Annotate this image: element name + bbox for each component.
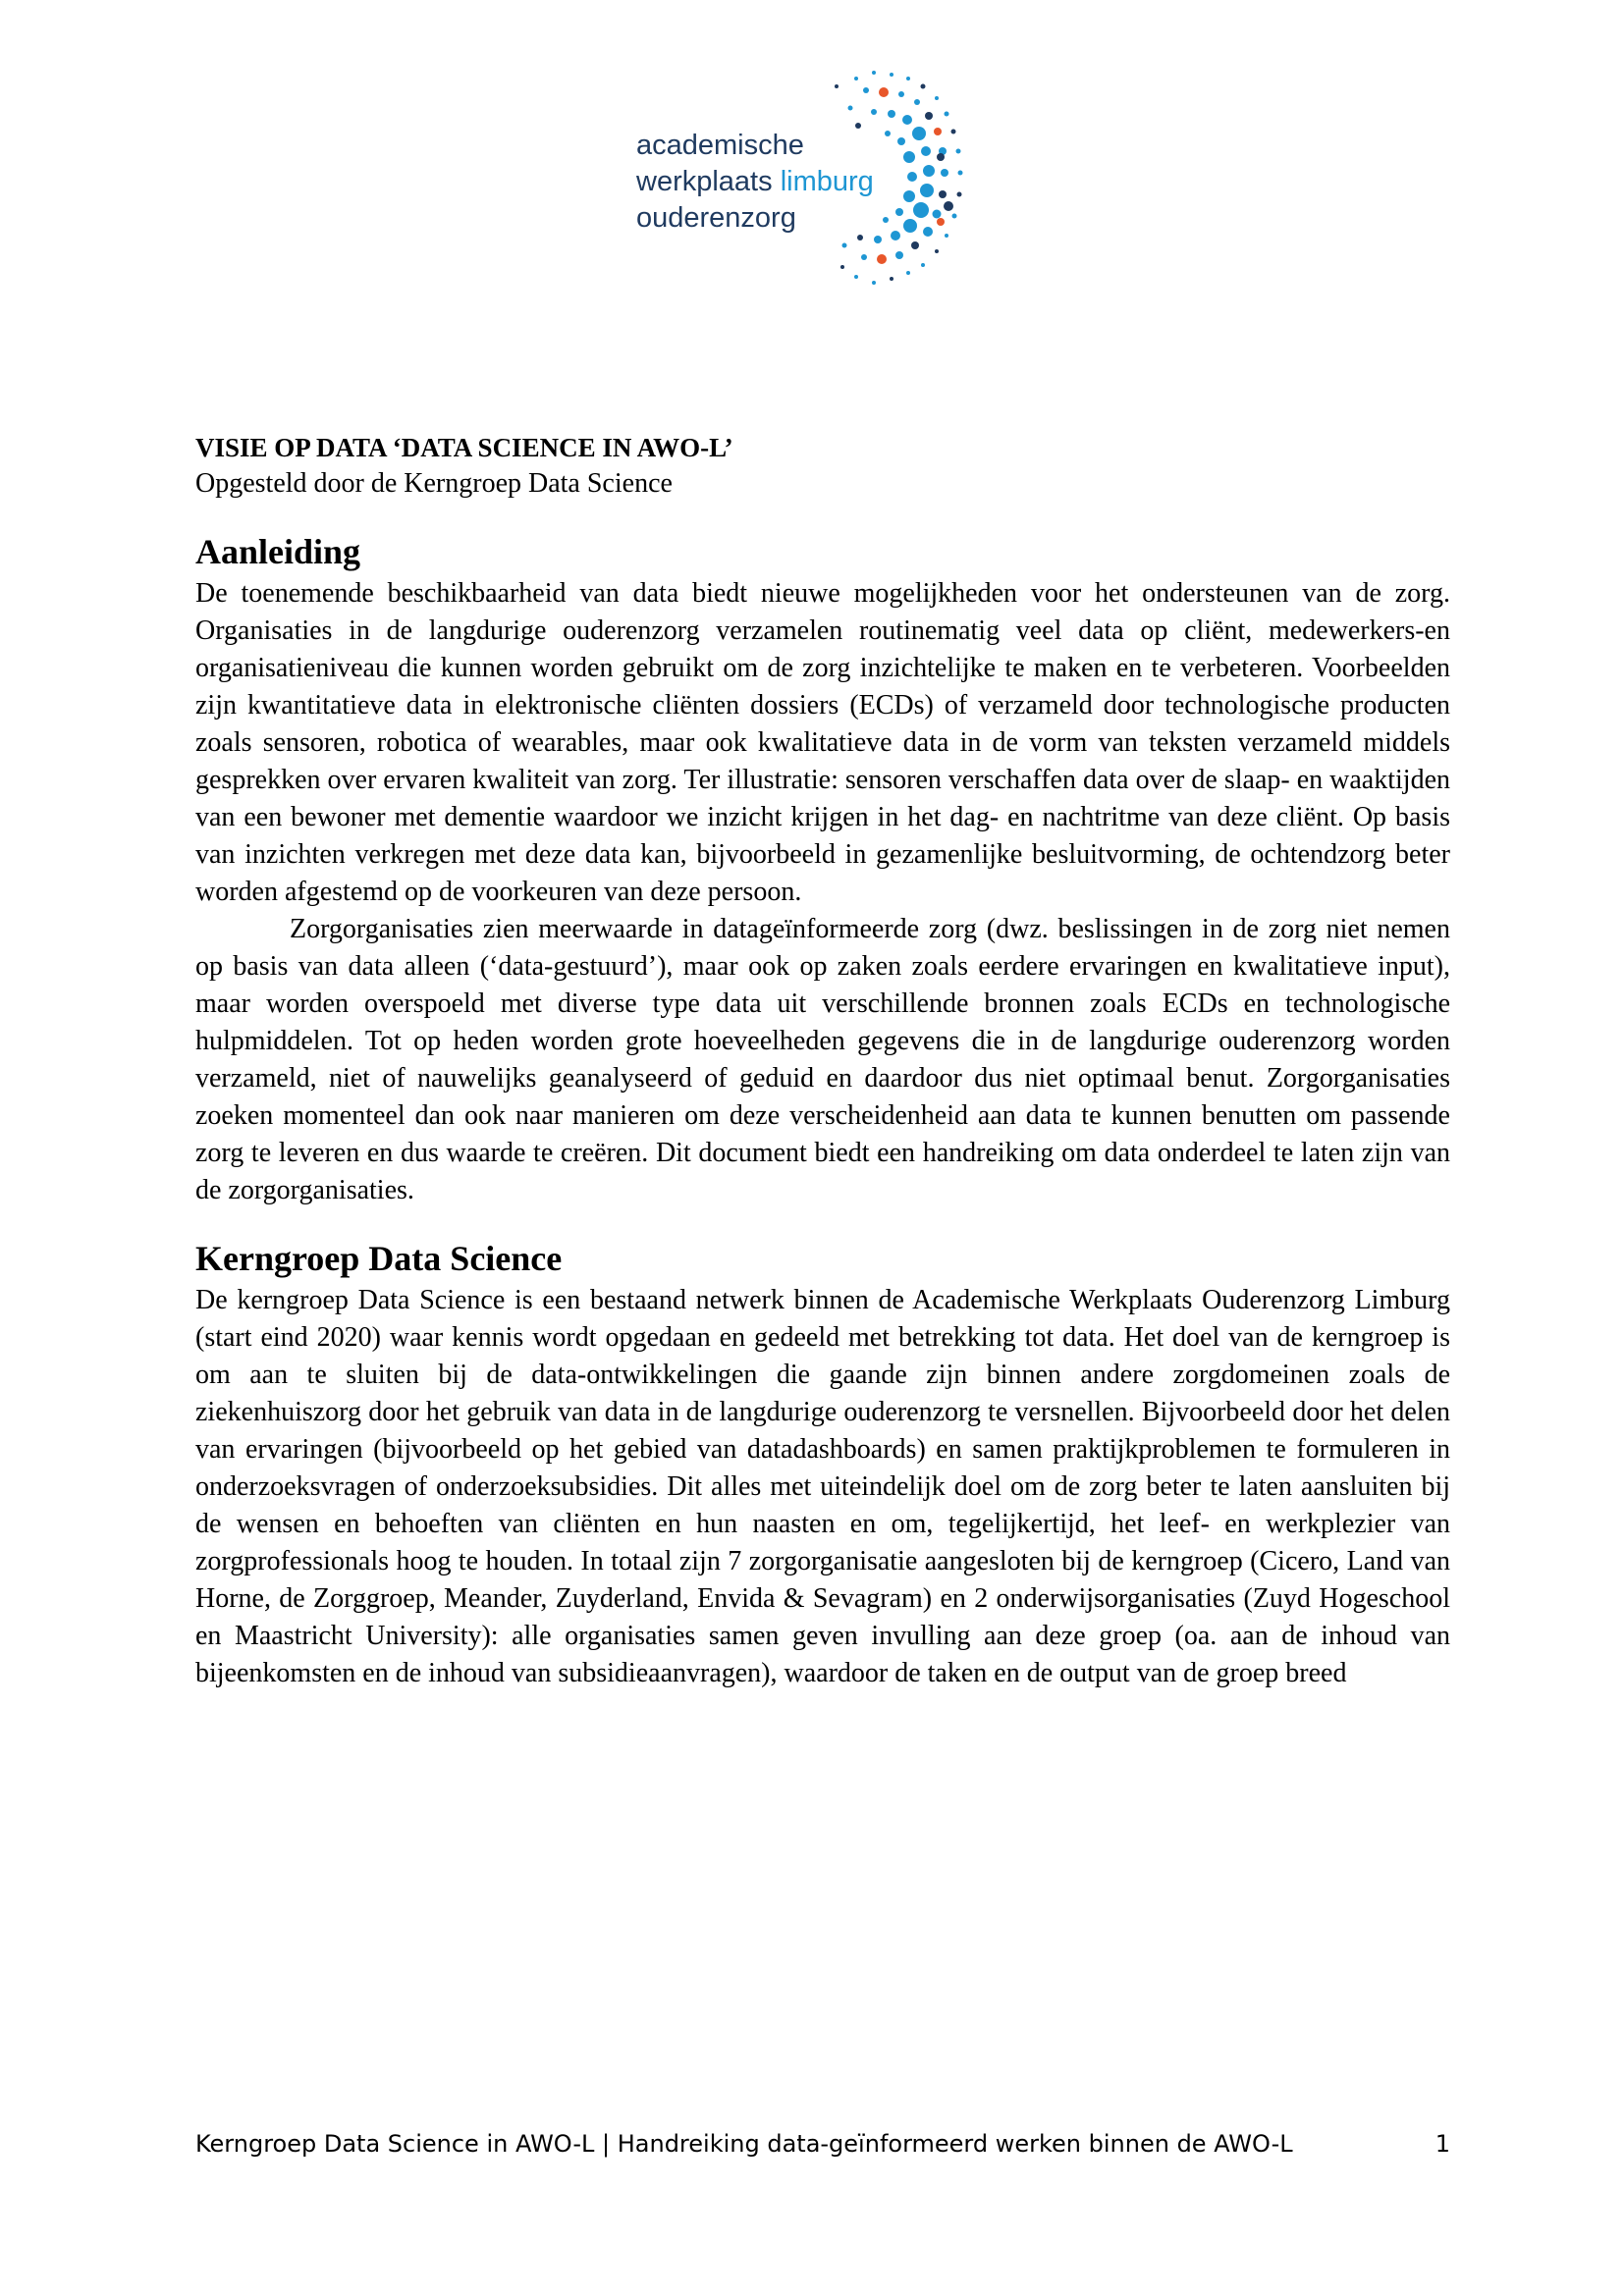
document-body [195,430,1450,1692]
paragraph: Zorgorganisaties zien meerwaarde in datageïnformeerde zorg (dwz. beslissingen in de zorg niet nemen op basis van data alleen (‘data-gestuurd’), maar ook op zaken zoals eerdere ervaringen en kwalitatieve input), maar worden overspoeld met diverse type data uit verschillende bronnen zoals ECDs en technologische hulpmiddelen. Tot op heden worden grote hoeveelheden gegevens die in de langdurige ouderenzorg worden verzameld, niet of nauwelijks geanalyseerd of geduid en daardoor dus niet optimaal benut. Zorgorganisaties zoeken momenteel dan ook naar manieren om deze verscheidenheid aan data te kunnen benutten om passende zorg te leveren en dus waarde te creëren. Dit document biedt een handreiking om data onderdeel te laten zijn van de zorgorganisaties. [195,914,1450,1205]
footer-text: Kerngroep Data Science in AWO-L | Handreiking data-geïnformeerd werken binnen de AWO-L [195,2130,1293,2158]
logo-line-2a: werkplaats [636,166,773,197]
logo-dot-pattern-icon [815,65,972,310]
section-heading-kerngroep: Kerngroep Data Science [195,1239,563,1278]
logo-line-3: ouderenzorg [636,202,796,234]
logo-line-1: academische [636,130,804,161]
awo-logo [628,65,1021,310]
paragraph: De toenemende beschikbaarheid van data biedt nieuwe mogelijkheden voor het ondersteunen van de zorg. Organisaties in de langdurige ouderenzorg verzamelen routinematig veel data op cliënt, medewerkers-en organisatieniveau die kunnen worden gebruikt om de zorg inzichtelijke te maken en te verbeteren. Voorbeelden zijn kwantitatieve data in elektronische cliënten dossiers (ECDs) of verzameld door technologische producten zoals sensoren, robotica of wearables, maar ook kwalitatieve data in de vorm van teksten verzameld middels gesprekken over ervaren kwaliteit van zorg. Ter illustratie: sensoren verschaffen data over de slaap- en waaktijden van een bewoner met dementie waardoor we inzicht krijgen in het dag- en nachtritme van deze cliënt. Op basis van inzichten verkregen met deze data kan, bijvoorbeeld in gezamenlijke besluitvorming, de ochtendzorg beter worden afgestemd op de voorkeuren van deze persoon. [195,578,1450,907]
page-number: 1 [1435,2130,1450,2158]
document-subtitle: Opgesteld door de Kerngroep Data Science [195,468,673,499]
paragraph: De kerngroep Data Science is een bestaand netwerk binnen de Academische Werkplaats Ouderenzorg Limburg (start eind 2020) waar kennis wordt opgedaan en gedeeld met betrekking tot data. Het doel van de kerngroep is om aan te sluiten bij de data-ontwikkelingen die gaande zijn binnen andere zorgdomeinen zoals de ziekenhuiszorg door het gebruik van data in de langdurige ouderenzorg te versnellen. Bijvoorbeeld door het delen van ervaringen (bijvoorbeeld op het gebied van datadashboards) en samen praktijkproblemen te formuleren in onderzoeksvragen of onderzoeksubsidies. Dit alles met uiteindelijk doel om de zorg beter te laten aansluiten bij de wensen en behoeften van cliënten en hun naasten en om, tegelijkertijd, het leef- en werkplezier van zorgprofessionals hoog te houden. In totaal zijn 7 zorgorganisatie aangesloten bij de kerngroep (Cicero, Land van Horne, de Zorggroep, Meander, Zuyderland, Envida & Sevagram) en 2 onderwijsorganisaties (Zuyd Hogeschool en Maastricht University): alle organisaties samen geven invulling aan deze groep (oa. aan de inhoud van bijeenkomsten en de inhoud van subsidieaanvragen), waardoor de taken en de output van de groep breed [195,1285,1450,1688]
logo-line-2b: limburg [780,166,874,197]
section-heading-aanleiding: Aanleiding [195,532,361,571]
page-footer [195,2130,1450,2158]
document-title: VISIE OP DATA ‘DATA SCIENCE IN AWO-L’ [195,433,733,462]
